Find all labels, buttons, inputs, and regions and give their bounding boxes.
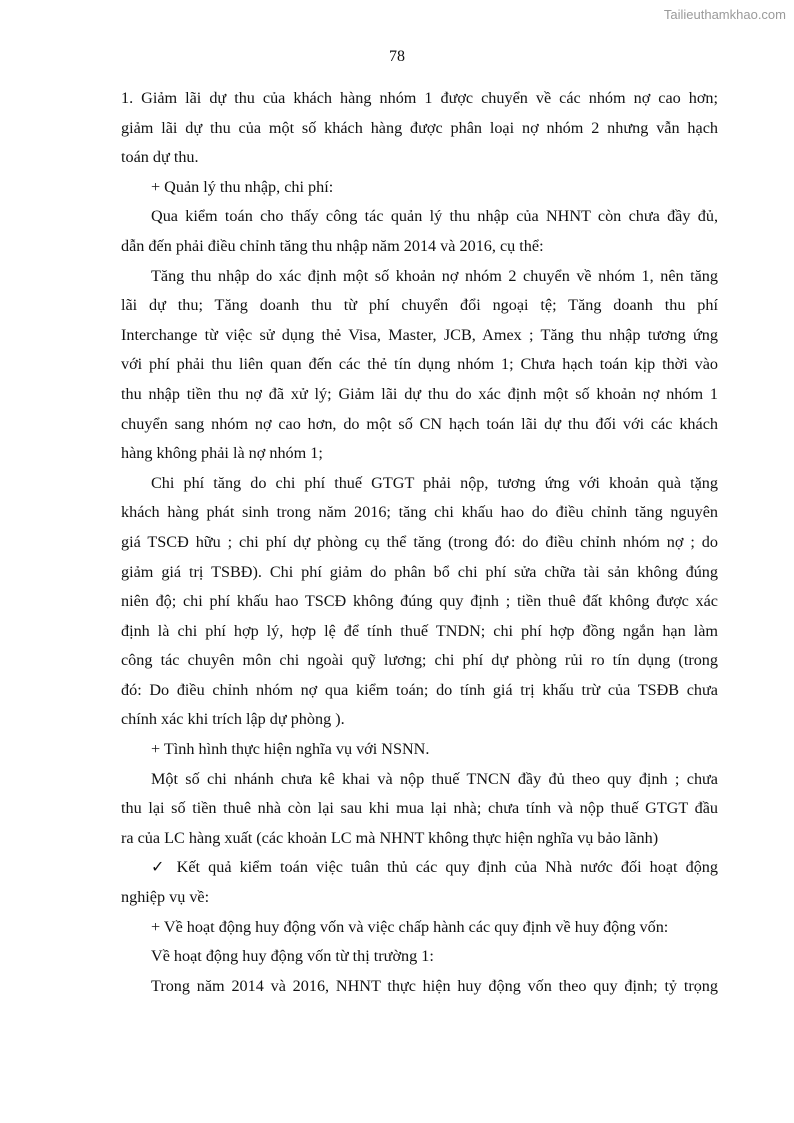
text-line: Về hoạt động huy động vốn từ thị trường 1: (151, 947, 434, 966)
text-line: ✓ Kết quả kiểm toán việc tuân thủ các quy định của Nhà nước đối hoạt động (151, 858, 718, 877)
text-line: hàng không phải là nợ nhóm 1; (121, 444, 323, 463)
text-line: chính xác khi trích lập dự phòng ). (121, 710, 345, 729)
watermark: Tailieuthamkhao.com (663, 7, 786, 22)
text-line: dẫn đến phải điều chỉnh tăng thu nhập năm 2014 và 2016, cụ thể: (121, 236, 544, 255)
text-line: Tăng thu nhập do xác định một số khoản nợ nhóm 2 chuyển về nhóm 1, nên tăng (151, 266, 718, 285)
text-line: + Về hoạt động huy động vốn và việc chấp hành các quy định về huy động vốn: (151, 917, 669, 936)
text-line: định là chi phí hợp lý, hợp lệ để tính thuế TNDN; chi phí hợp đồng ngắn hạn làm (121, 621, 718, 640)
text-line: + Quản lý thu nhập, chi phí: (151, 177, 334, 196)
text-line: Chi phí tăng do chi phí thuế GTGT phải nộp, tương ứng với khoản quà tặng (151, 473, 718, 492)
text-line: với phí phải thu liên quan đến các thẻ tín dụng nhóm 1; Chưa hạch toán kịp thời vào (121, 355, 718, 374)
text-line: Interchange từ việc sử dụng thẻ Visa, Master, JCB, Amex ; Tăng thu nhập tương ứng (121, 325, 718, 344)
text-line: đó: Do điều chỉnh nhóm nợ qua kiểm toán; do tính giá trị khấu trừ của TSĐB chưa (121, 680, 718, 699)
text-line: giảm lãi dự thu của một số khách hàng được phân loại nợ nhóm 2 nhưng vẫn hạch (121, 118, 718, 137)
text-line: ra của LC hàng xuất (các khoản LC mà NHNT không thực hiện nghĩa vụ bảo lãnh) (121, 828, 659, 847)
text-line: Trong năm 2014 và 2016, NHNT thực hiện huy động vốn theo quy định; tỷ trọng (151, 976, 718, 995)
text-line: giảm giá trị TSBĐ). Chi phí giảm do phân bổ chi phí sửa chữa tài sản không đúng (121, 562, 718, 581)
text-line: toán dự thu. (121, 148, 199, 167)
text-line: Một số chi nhánh chưa kê khai và nộp thuế TNCN đầy đủ theo quy định ; chưa (151, 769, 718, 788)
text-line: khách hàng phát sinh trong năm 2016; tăng chi khấu hao do điều chỉnh tăng nguyên (121, 503, 718, 522)
page-number: 78 (389, 48, 405, 65)
text-line: Qua kiểm toán cho thấy công tác quản lý thu nhập của NHNT còn chưa đầy đủ, (151, 207, 718, 226)
text-line: công tác chuyên môn chi ngoài quỹ lương; chi phí dự phòng rủi ro tín dụng (trong (121, 651, 718, 670)
text-line: chuyển sang nhóm nợ cao hơn, do một số CN hạch toán lãi dự thu đối với các khách (121, 414, 718, 433)
document-body (121, 84, 718, 1001)
text-line: thu nhập tiền thu nợ đã xử lý; Giảm lãi dự thu do xác định một số khoản nợ nhóm 1 (121, 384, 718, 403)
text-line: giá TSCĐ hữu ; chi phí dự phòng cụ thể tăng (trong đó: do điều chỉnh nhóm nợ ; do (121, 532, 718, 551)
text-line: lãi dự thu; Tăng doanh thu từ phí chuyển đổi ngoại tệ; Tăng doanh thu phí (121, 296, 718, 315)
text-line: nghiệp vụ về: (121, 888, 210, 907)
text-line: + Tình hình thực hiện nghĩa vụ với NSNN. (151, 740, 430, 759)
text-line: niên độ; chi phí khấu hao TSCĐ không đúng quy định ; tiền thuê đất không được xác (121, 592, 718, 611)
text-line: 1. Giảm lãi dự thu của khách hàng nhóm 1 được chuyển về các nhóm nợ cao hơn; (121, 89, 718, 107)
text-line: thu lại số tiền thuê nhà còn lại sau khi mua lại nhà; chưa tính và nộp thuế GTGT đầu (121, 799, 718, 818)
